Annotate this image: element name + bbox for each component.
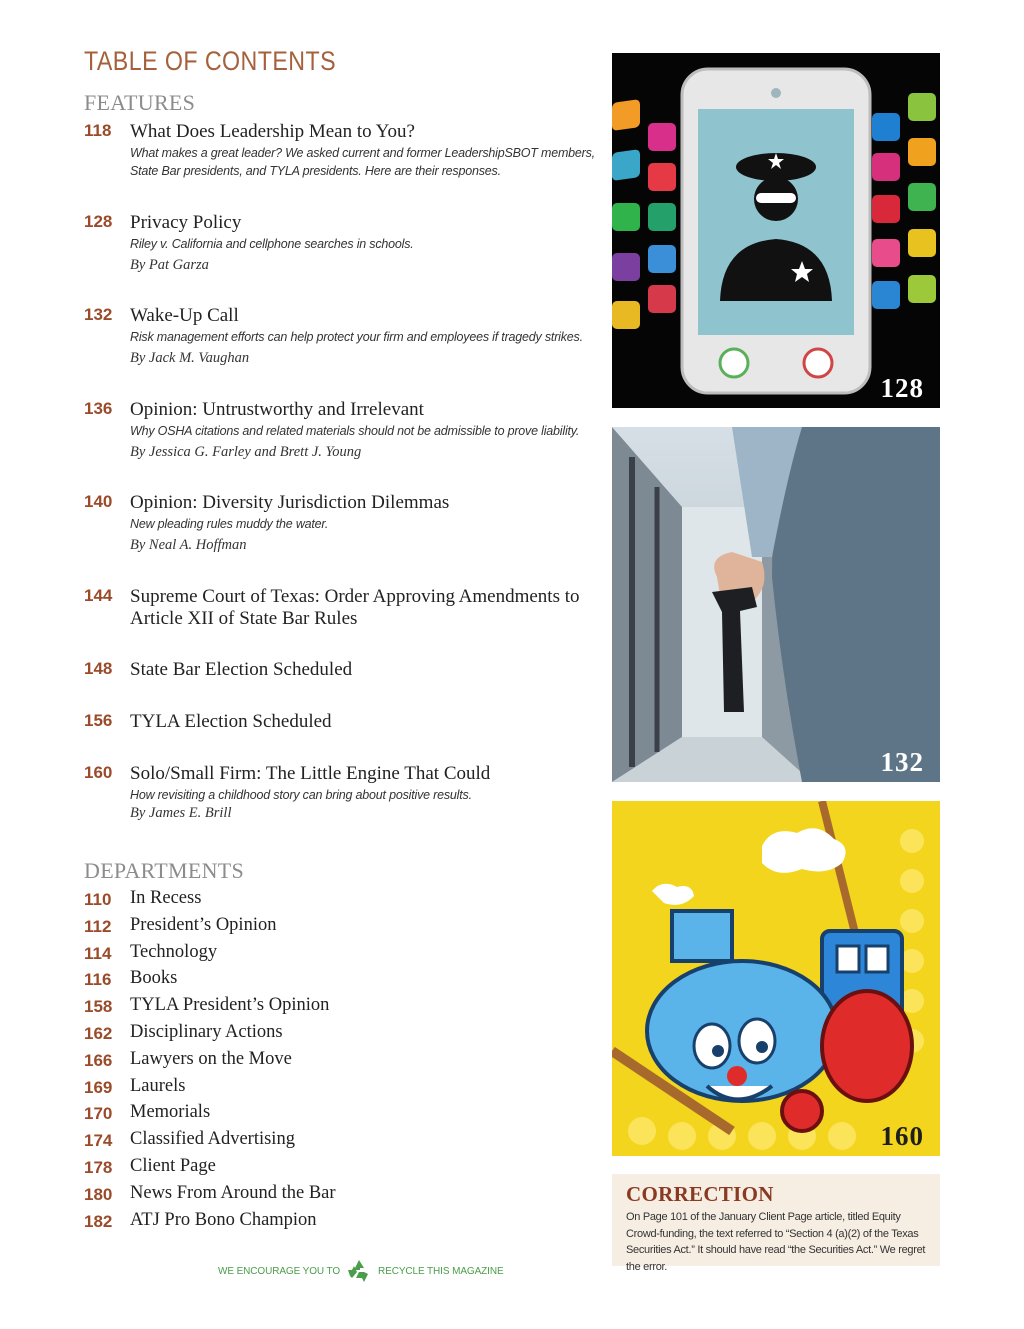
features-heading: FEATURES: [84, 90, 196, 115]
department-title: TYLA President’s Opinion: [130, 995, 330, 1016]
article-title: Privacy Policy: [130, 212, 242, 233]
article-title: TYLA Election Scheduled: [130, 711, 332, 732]
department-item[interactable]: [84, 1021, 336, 1048]
feature-image-132[interactable]: [612, 427, 940, 782]
department-title: Lawyers on the Move: [130, 1048, 292, 1069]
image-page-number: 128: [880, 373, 924, 403]
department-title: Client Page: [130, 1155, 216, 1176]
article-title: Solo/Small Firm: The Little Engine That Could: [130, 763, 491, 784]
hallway-gun-photo: [612, 427, 940, 782]
department-title: In Recess: [130, 888, 202, 908]
page-number: 160: [84, 763, 113, 782]
page-title: TABLE OF CONTENTS: [84, 46, 337, 76]
department-item[interactable]: [84, 914, 336, 941]
department-item[interactable]: [84, 1101, 336, 1128]
recycle-text-left: WE ENCOURAGE YOU TO: [218, 1265, 341, 1277]
article-title: Supreme Court of Texas: Order Approving Amendments to Article XII of State Bar Rules: [130, 586, 580, 629]
department-item[interactable]: [84, 1048, 336, 1075]
toc-entry-156[interactable]: [84, 711, 604, 733]
toc-entry-140[interactable]: [84, 492, 604, 554]
article-title: State Bar Election Scheduled: [130, 659, 353, 680]
article-byline: By Jessica G. Farley and Brett J. Young: [130, 444, 362, 460]
page-number: 148: [84, 659, 113, 678]
department-title: Technology: [130, 941, 218, 962]
page-number: 114: [84, 943, 112, 963]
page-number: 170: [84, 1104, 113, 1124]
page-number: 158: [84, 997, 113, 1017]
article-dek: How revisiting a childhood story can bring about positive results.: [130, 788, 472, 802]
article-title: What Does Leadership Mean to You?: [130, 121, 415, 142]
page-number: 136: [84, 399, 113, 418]
page-number: 180: [84, 1184, 113, 1204]
page-number: 140: [84, 492, 113, 511]
department-item[interactable]: [84, 1075, 336, 1102]
page-number: 110: [84, 890, 112, 909]
page-number: 156: [84, 711, 113, 730]
department-title: President’s Opinion: [130, 914, 277, 935]
feature-image-160[interactable]: [612, 801, 940, 1156]
article-dek: Why OSHA citations and related materials should not be admissible to prove liability.: [130, 424, 580, 438]
article-dek: Risk management efforts can help protect your firm and employees if tragedy strikes.: [130, 330, 583, 344]
departments-list: [84, 887, 336, 1235]
page-number: 128: [84, 212, 113, 231]
department-title: Memorials: [130, 1102, 211, 1123]
article-byline: By James E. Brill: [130, 805, 232, 821]
department-item[interactable]: [84, 1182, 336, 1209]
correction-text: On Page 101 of the January Client Page article, titled Equity Crowd-funding, the text referred to “Section 4 (a)(2) of the Texas Securities Act.” It should have read “the Securities Act.” We regret the error.: [626, 1211, 926, 1273]
page-number: 116: [84, 970, 112, 990]
page-number: 178: [84, 1157, 113, 1177]
correction-box: [612, 1174, 940, 1273]
article-dek: Riley v. California and cellphone searches in schools.: [130, 237, 414, 251]
toc-entry-118[interactable]: [84, 121, 604, 180]
app-icons-right: [872, 93, 936, 309]
department-title: Disciplinary Actions: [130, 1021, 283, 1042]
department-item[interactable]: [84, 941, 336, 968]
page-number: 169: [84, 1077, 113, 1097]
article-dek: What makes a great leader? We asked current and former LeadershipSBOT members, State Bar presidents, and TYLA presidents. Here are their responses.: [130, 146, 595, 178]
department-title: Classified Advertising: [130, 1129, 295, 1150]
phone-police-icon: [612, 53, 940, 408]
recycle-icon: [346, 1258, 372, 1284]
page-number: 132: [84, 305, 113, 324]
article-byline: By Jack M. Vaughan: [130, 350, 250, 366]
app-icons-left: [612, 99, 676, 329]
image-page-number: 160: [880, 1121, 924, 1151]
page-number: 112: [84, 916, 112, 936]
toc-entry-144[interactable]: [84, 586, 584, 630]
page-number: 166: [84, 1050, 113, 1070]
correction-heading: CORRECTION: [626, 1182, 774, 1206]
departments-heading: DEPARTMENTS: [84, 858, 245, 883]
department-title: Books: [130, 968, 178, 989]
page-number: 118: [84, 121, 112, 140]
department-title: News From Around the Bar: [130, 1182, 336, 1203]
department-item[interactable]: [84, 1209, 336, 1236]
article-byline: By Neal A. Hoffman: [130, 537, 247, 553]
department-item[interactable]: [84, 1128, 336, 1155]
department-title: ATJ Pro Bono Champion: [130, 1209, 317, 1230]
page-number: 182: [84, 1211, 113, 1231]
toc-entry-136[interactable]: [84, 399, 604, 461]
toc-entry-132[interactable]: [84, 305, 604, 367]
article-title: Opinion: Diversity Jurisdiction Dilemmas: [130, 492, 450, 513]
page-number: 144: [84, 586, 113, 605]
page-number: 162: [84, 1023, 113, 1043]
article-byline: By Pat Garza: [130, 257, 209, 273]
toc-entry-148[interactable]: [84, 659, 604, 681]
recycle-footer: [218, 1258, 504, 1284]
article-title: Opinion: Untrustworthy and Irrelevant: [130, 399, 424, 420]
department-item[interactable]: [84, 967, 336, 994]
cartoon-train-illustration: [612, 801, 940, 1156]
department-item[interactable]: [84, 887, 336, 914]
article-title: Wake-Up Call: [130, 305, 239, 326]
image-page-number: 132: [880, 747, 924, 777]
department-item[interactable]: [84, 1155, 336, 1182]
article-dek: New pleading rules muddy the water.: [130, 517, 329, 531]
department-item[interactable]: [84, 994, 336, 1021]
page-number: 174: [84, 1131, 113, 1151]
department-title: Laurels: [130, 1075, 186, 1096]
recycle-text-right: RECYCLE THIS MAGAZINE: [378, 1265, 504, 1277]
toc-entry-128[interactable]: [84, 212, 604, 274]
toc-entry-160[interactable]: [84, 763, 604, 822]
feature-image-128[interactable]: [612, 53, 940, 408]
smartphone: [682, 69, 870, 393]
